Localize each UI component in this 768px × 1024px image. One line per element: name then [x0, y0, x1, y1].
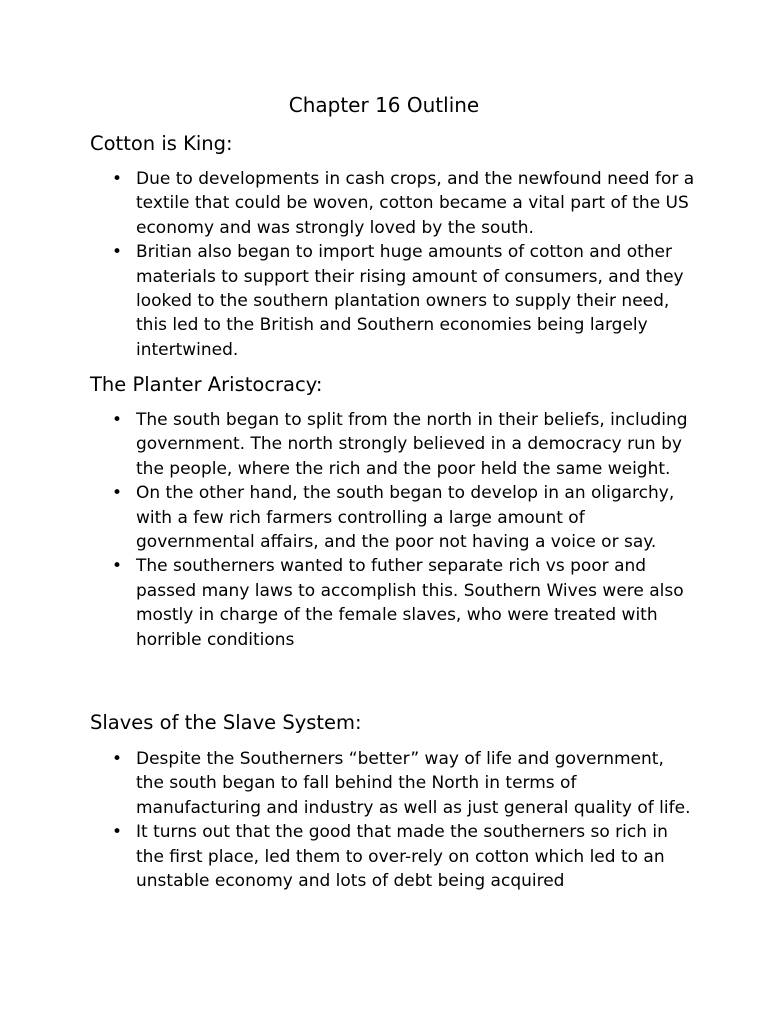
section-heading-planter-aristocracy: The Planter Aristocracy: — [90, 373, 323, 396]
page-title: Chapter 16 Outline — [288, 93, 480, 117]
list-item-text: The south began to split from the north in their beliefs, including government. The north strongly believed in a democracy run by the people, where the rich and the poor held the same weight. — [136, 410, 688, 479]
list-item-text: It turns out that the good that made the southerners so rich in the first place, led them to over-rely on cotton which led to an unstable economy and lots of debt being acquired — [136, 822, 668, 892]
bullet-icon: • — [112, 822, 123, 843]
section-heading-slave-system: Slaves of the Slave System: — [90, 711, 362, 734]
list-item — [0, 554, 768, 652]
list-item-text: Due to developments in cash crops, and the newfound need for a textile that could be woven, cotton became a vital part of the US economy and was strongly loved by the south. — [136, 169, 695, 238]
list-item — [0, 481, 768, 554]
list-item — [0, 747, 768, 820]
bullet-icon: • — [112, 410, 123, 430]
section-heading-cotton-is-king: Cotton is King: — [90, 132, 233, 155]
list-item — [0, 820, 768, 893]
bullet-icon: • — [112, 749, 123, 769]
bullet-icon: • — [112, 483, 123, 504]
bullet-icon: • — [112, 242, 123, 263]
list-item-text: On the other hand, the south began to develop in an oligarchy, with a few rich farmers controlling a large amount of governmental affairs, and the poor not having a voice or say. — [136, 483, 675, 553]
bullet-list-slave-system — [0, 747, 768, 893]
list-item-text: The southerners wanted to futher separate rich vs poor and passed many laws to accomplish this. Southern Wives were also mostly in charge of the female slaves, who were treated with horrible conditions — [136, 556, 684, 650]
list-item — [0, 240, 768, 362]
bullet-list-cotton-is-king — [0, 167, 768, 362]
list-item — [0, 408, 768, 481]
list-item-text: Britian also began to import huge amounts of cotton and other materials to support their rising amount of consumers, and they looked to the southern plantation owners to supply their need, this led to the British and Southern economies being largely intertwined. — [136, 242, 684, 360]
list-item — [0, 167, 768, 240]
bullet-icon: • — [112, 556, 123, 577]
list-item-text: Despite the Southerners “better” way of life and government, the south began to fall behind the North in terms of manufacturing and industry as well as just general quality of life. — [136, 749, 691, 818]
bullet-list-planter-aristocracy — [0, 408, 768, 652]
bullet-icon: • — [112, 169, 123, 189]
